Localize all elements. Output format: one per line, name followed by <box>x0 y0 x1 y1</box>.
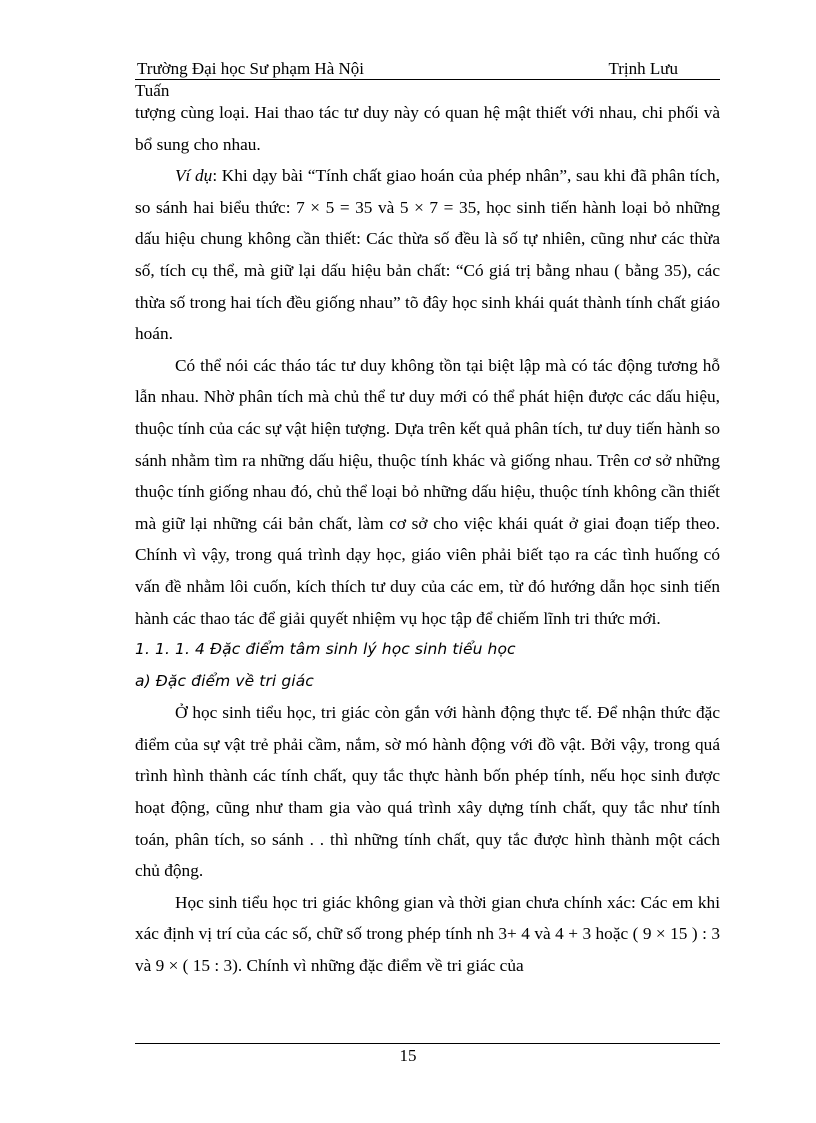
header-author-first: Trịnh Lưu <box>608 59 678 78</box>
section-heading: 1. 1. 1. 4 Đặc điểm tâm sinh lý học sinh tiểu học <box>135 640 516 659</box>
header-institution: Trường Đại học Sư phạm Hà Nội <box>137 59 365 78</box>
subsection-heading: a) Đặc điểm về tri giác <box>135 671 314 690</box>
paragraph-4: Ở học sinh tiểu học, tri giác còn gắn với hành động thực tế. Để nhận thức đặc điểm của sự vật trẻ phải cầm, nắm, sờ mó hành động với đồ vật. Bởi vậy, trong quá trình hình thành các tính chất, quy tắc thực hành bốn phép tính, nếu học sinh được hoạt động, cũng như tham gia vào quá trình xây dựng tính chất, quy tắc như tính toán, phân tích, so sánh . . thì những tính chất, quy tắc được hình thành một cách chủ động. <box>135 703 720 881</box>
paragraph-5: Học sinh tiểu học tri giác không gian và thời gian chưa chính xác: Các em khi xác định vị trí của các số, chữ số trong phép tính nh 3+ 4 và 4 + 3 hoặc ( 9 × 15 ) : 3 và 9 × ( 15 : 3). Chính vì những đặc điểm về tri giác của <box>135 892 720 976</box>
paragraph-1: tượng cùng loại. Hai thao tác tư duy này có quan hệ mật thiết với nhau, chi phối và bổ sung cho nhau. <box>135 103 720 154</box>
paragraph-3: Có thể nói các tháo tác tư duy không tồn tại biệt lập mà có tác động tương hỗ lẫn nhau. Nhờ phân tích mà chủ thể tư duy mới có thể phát hiện được các dấu hiệu, thuộc tính của các sự vật hiện tượng. Dựa trên kết quả phân tích, tư duy tiến hành so sánh nhằm tìm ra những dấu hiệu, thuộc tính khác và giống nhau. Trên cơ sở những thuộc tính giống nhau đó, chủ thể loại bỏ những dấu hiệu, thuộc tính không cần thiết mà giữ lại những cái bản chất, làm cơ sở cho việc khái quát ở giai đoạn tiếp theo. Chính vì vậy, trong quá trình dạy học, giáo viên phải biết tạo ra các tình huống có vấn đề nhằm lôi cuốn, kích thích tư duy của các em, từ đó hướng dẫn học sinh tiến hành các thao tác để giải quyết nhiệm vụ học tập để chiếm lĩnh tri thức mới. <box>135 355 720 628</box>
footer-divider <box>135 1043 720 1044</box>
paragraph-2-text: : Khi dạy bài “Tính chất giao hoán của phép nhân”, sau khi đã phân tích, so sánh hai biểu thức: 7 × 5 = 35 và 5 × 7 = 35, học sinh tiến hành loại bỏ những dấu hiệu chung không cần thiết: Các thừa số đều là số tự nhiên, cũng như các thừa số, tích cụ thể, mà giữ lại dấu hiệu bản chất: “Có giá trị bằng nhau ( bằng 35), các thừa số trong hai tích đều giống nhau” tõ đây học sinh khái quát thành tính chất giáo hoán. <box>135 166 720 344</box>
paragraph-2 <box>135 160 720 350</box>
example-label: Ví dụ <box>175 166 213 186</box>
page-number: 15 <box>399 1046 417 1065</box>
header-author-last: Tuấn <box>135 81 170 100</box>
document-body <box>135 97 720 982</box>
page-header <box>135 58 720 102</box>
header-row <box>135 58 720 80</box>
